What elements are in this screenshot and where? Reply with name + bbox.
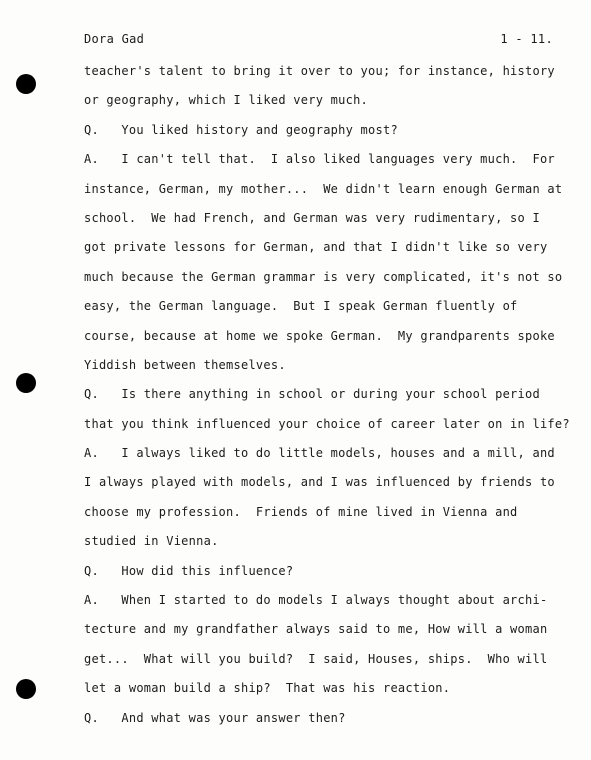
transcript-line: school. We had French, and German was very rudimentary, so I	[84, 210, 540, 225]
transcript-line: get... What will you build? I said, Houses, ships. Who will	[84, 651, 548, 666]
transcript-line: Yiddish between themselves.	[84, 357, 286, 372]
transcript-line: tecture and my grandfather always said to me, How will a woman	[84, 622, 548, 637]
transcript-line: teacher's talent to bring it over to you; for instance, history	[84, 64, 555, 78]
transcript-line: A. When I started to do models I always thought about archi-	[84, 593, 548, 608]
transcript-line: choose my profession. Friends of mine lived in Vienna and	[84, 504, 518, 519]
transcript-line: got private lessons for German, and that I didn't like so very	[84, 240, 548, 255]
transcript-body	[84, 59, 570, 735]
transcript-line: studied in Vienna.	[84, 534, 219, 549]
transcript-line: Q. How did this influence?	[84, 563, 294, 578]
transcript-line: let a woman build a ship? That was his reaction.	[84, 681, 451, 696]
transcript-line: Q. And what was your answer then?	[84, 710, 346, 725]
transcript-line: Q. Is there anything in school or during your school period	[84, 387, 540, 402]
punch-hole-top	[16, 74, 36, 94]
transcript-line: A. I always liked to do little models, houses and a mill, and	[84, 446, 555, 461]
transcript-line: A. I can't tell that. I also liked languages very much. For	[84, 152, 555, 167]
transcript-line: I always played with models, and I was influenced by friends to	[84, 475, 555, 490]
header-page-number: 1 - 11.	[500, 32, 553, 46]
punch-hole-middle	[16, 373, 36, 393]
transcript-line: Q. You liked history and geography most?	[84, 122, 398, 137]
transcript-line: easy, the German language. But I speak German fluently of	[84, 299, 518, 314]
punch-hole-bottom	[16, 679, 36, 699]
transcript-line: much because the German grammar is very complicated, it's not so	[84, 269, 563, 284]
transcript-line: course, because at home we spoke German. My grandparents spoke	[84, 328, 555, 343]
transcript-line: instance, German, my mother... We didn't learn enough German at	[84, 181, 563, 196]
transcript-line: that you think influenced your choice of career later on in life?	[84, 416, 570, 431]
transcript-line: or geography, which I liked very much.	[84, 93, 369, 108]
header-interviewee-name: Dora Gad	[84, 32, 145, 46]
